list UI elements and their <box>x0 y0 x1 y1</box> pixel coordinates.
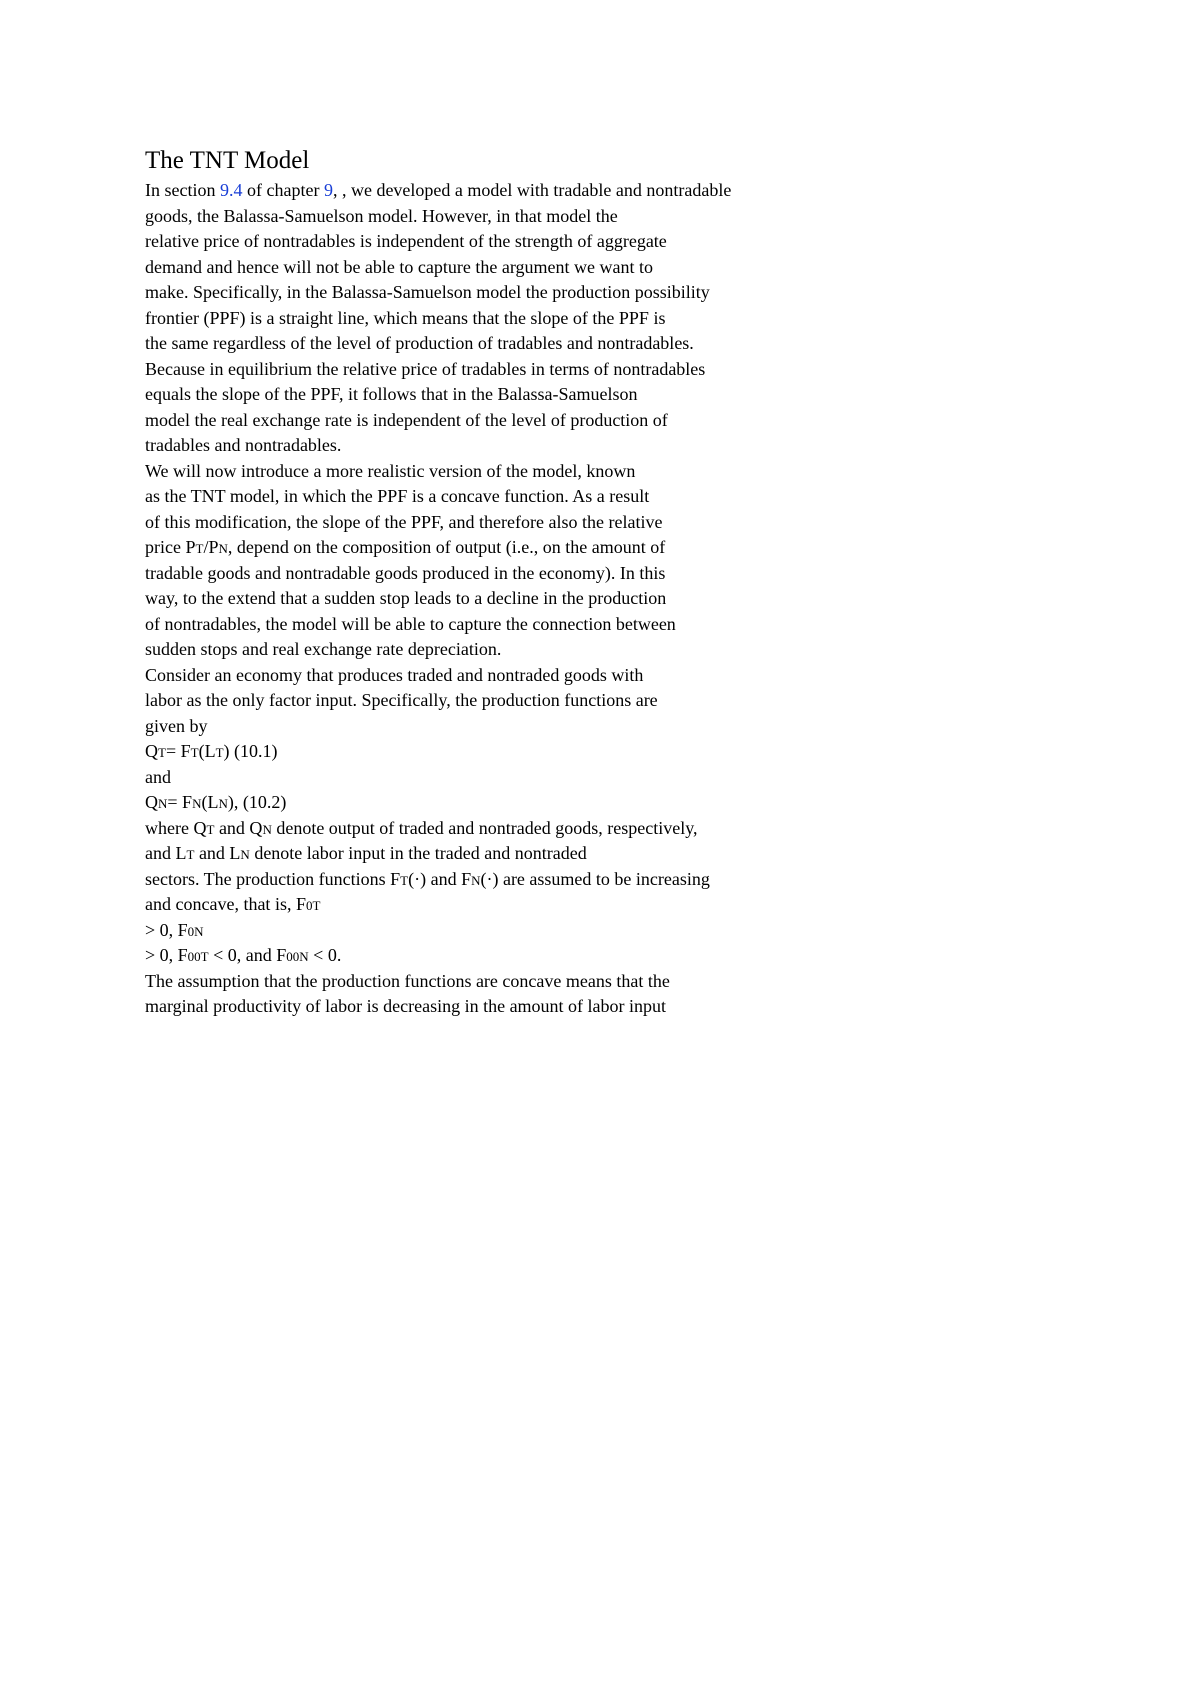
text-line <box>145 229 1145 255</box>
text-line <box>145 433 1145 459</box>
text-run: > 0, F <box>145 919 188 940</box>
text-line <box>145 561 1145 587</box>
text-run: of this modification, the slope of the PPF, and therefore also the relative <box>145 511 663 532</box>
text-run: as the TNT model, in which the PPF is a concave function. As a result <box>145 486 650 506</box>
text-line <box>145 714 1145 740</box>
text-run: ), (10.2) <box>227 792 287 812</box>
text-line <box>145 969 1145 995</box>
text-run: denote output of traded and nontraded goods, respectively, <box>271 817 698 838</box>
subscript-text: T <box>400 872 409 888</box>
text-run: of nontradables, the model will be able to capture the connection between <box>145 613 676 634</box>
text-run: the same regardless of the level of production of tradables and nontradables. <box>145 333 694 353</box>
text-run: marginal productivity of labor is decreasing in the amount of labor input <box>145 996 667 1016</box>
text-run: = F <box>165 741 191 761</box>
text-line <box>145 382 1145 408</box>
subscript-text: N <box>192 796 202 811</box>
text-run: Q <box>145 792 158 812</box>
text-run: < 0. <box>308 945 342 965</box>
text-line <box>145 816 1145 842</box>
subscript-text: N <box>218 796 228 811</box>
text-run: Because in equilibrium the relative price of tradables in terms of nontradables <box>145 358 706 379</box>
text-run: price P <box>145 537 196 557</box>
text-line <box>145 867 1145 893</box>
text-run: denote labor input in the traded and nontraded <box>249 843 587 863</box>
text-run: and L <box>145 843 187 863</box>
text-run: Consider an economy that produces traded and nontraded goods with <box>145 664 644 685</box>
text-run: = F <box>167 792 193 812</box>
text-run: tradables and nontradables. <box>145 435 342 455</box>
text-run: ) (10.1) <box>223 741 278 761</box>
subscript-text: T <box>215 745 224 760</box>
subscript-text: 0T <box>305 898 321 913</box>
document-title: The TNT Model <box>145 147 310 174</box>
subscript-text: N <box>158 796 168 811</box>
text-run: demand and hence will not be able to capture the argument we want to <box>145 256 653 277</box>
document-page <box>145 144 1145 1020</box>
text-line <box>145 586 1145 612</box>
subscript-text: T <box>206 821 215 837</box>
text-run: (·) and F <box>408 868 472 889</box>
text-line <box>145 663 1145 689</box>
text-run: tradable goods and nontradable goods produced in the economy). In this <box>145 562 666 583</box>
text-run: model the real exchange rate is independent of the level of production of <box>145 409 668 430</box>
text-line <box>145 612 1145 638</box>
text-line <box>145 918 1145 944</box>
text-run: and <box>145 766 171 787</box>
text-line <box>145 739 1145 765</box>
text-run: relative price of nontradables is independent of the strength of aggregate <box>145 231 667 251</box>
text-line <box>145 306 1145 332</box>
text-line <box>145 255 1145 281</box>
text-run: /P <box>203 537 219 557</box>
text-line <box>145 204 1145 230</box>
text-run: We will now introduce a more realistic version of the model, known <box>145 460 636 481</box>
text-line <box>145 178 1145 204</box>
subscript-text: N <box>262 821 272 837</box>
subscript-text: T <box>186 847 195 862</box>
text-run: labor as the only factor input. Specifically, the production functions are <box>145 690 658 710</box>
text-line <box>145 357 1145 383</box>
subscript-text: N <box>218 541 228 556</box>
subscript-text: 0N <box>187 923 204 939</box>
text-line <box>145 637 1145 663</box>
text-run: make. Specifically, in the Balassa-Samuelson model the production possibility <box>145 282 710 302</box>
text-line <box>145 790 1145 816</box>
text-run: < 0, and F <box>208 945 287 965</box>
cross-reference-link[interactable]: 9 <box>323 180 333 200</box>
text-line <box>145 510 1145 536</box>
text-run: of chapter <box>242 180 324 200</box>
subscript-text: N <box>240 847 250 862</box>
text-run: where Q <box>145 817 207 838</box>
text-run: sudden stops and real exchange rate depreciation. <box>145 639 502 659</box>
text-line <box>145 765 1145 791</box>
text-run: > 0, F <box>145 945 188 965</box>
text-line <box>145 408 1145 434</box>
text-line <box>145 892 1145 918</box>
text-run: and L <box>194 843 241 863</box>
document-body <box>145 178 1145 1020</box>
text-run: Q <box>145 741 158 761</box>
text-line <box>145 841 1145 867</box>
text-run: and Q <box>214 817 263 838</box>
text-run: , depend on the composition of output (i.e., on the amount of <box>227 537 666 557</box>
text-run: sectors. The production functions F <box>145 868 401 889</box>
text-run: way, to the extend that a sudden stop leads to a decline in the production <box>145 588 667 608</box>
text-run: equals the slope of the PPF, it follows that in the Balassa-Samuelson <box>145 384 638 404</box>
text-line <box>145 280 1145 306</box>
subscript-text: T <box>190 745 199 760</box>
subscript-text: T <box>195 541 204 556</box>
text-run: given by <box>145 715 208 736</box>
subscript-text: 00N <box>286 949 309 964</box>
text-run: goods, the Balassa-Samuelson model. However, in that model the <box>145 205 618 226</box>
subscript-text: N <box>471 872 481 888</box>
text-line <box>145 994 1145 1020</box>
text-run: (L <box>198 741 216 761</box>
subscript-text: 00T <box>187 949 209 964</box>
cross-reference-link[interactable]: 9.4 <box>219 180 243 200</box>
text-run: frontier (PPF) is a straight line, which means that the slope of the PPF is <box>145 307 666 328</box>
subscript-text: T <box>158 745 166 760</box>
text-line <box>145 331 1145 357</box>
text-line <box>145 459 1145 485</box>
text-run: The assumption that the production functions are concave means that the <box>145 970 670 991</box>
text-line <box>145 688 1145 714</box>
text-line <box>145 943 1145 969</box>
text-run: and concave, that is, F <box>145 894 306 914</box>
text-run: In section <box>145 180 220 200</box>
text-run: , , we developed a model with tradable and nontradable <box>332 180 732 200</box>
text-line <box>145 535 1145 561</box>
text-line <box>145 484 1145 510</box>
text-run: (L <box>201 792 219 812</box>
text-run: (·) are assumed to be increasing <box>480 868 710 889</box>
